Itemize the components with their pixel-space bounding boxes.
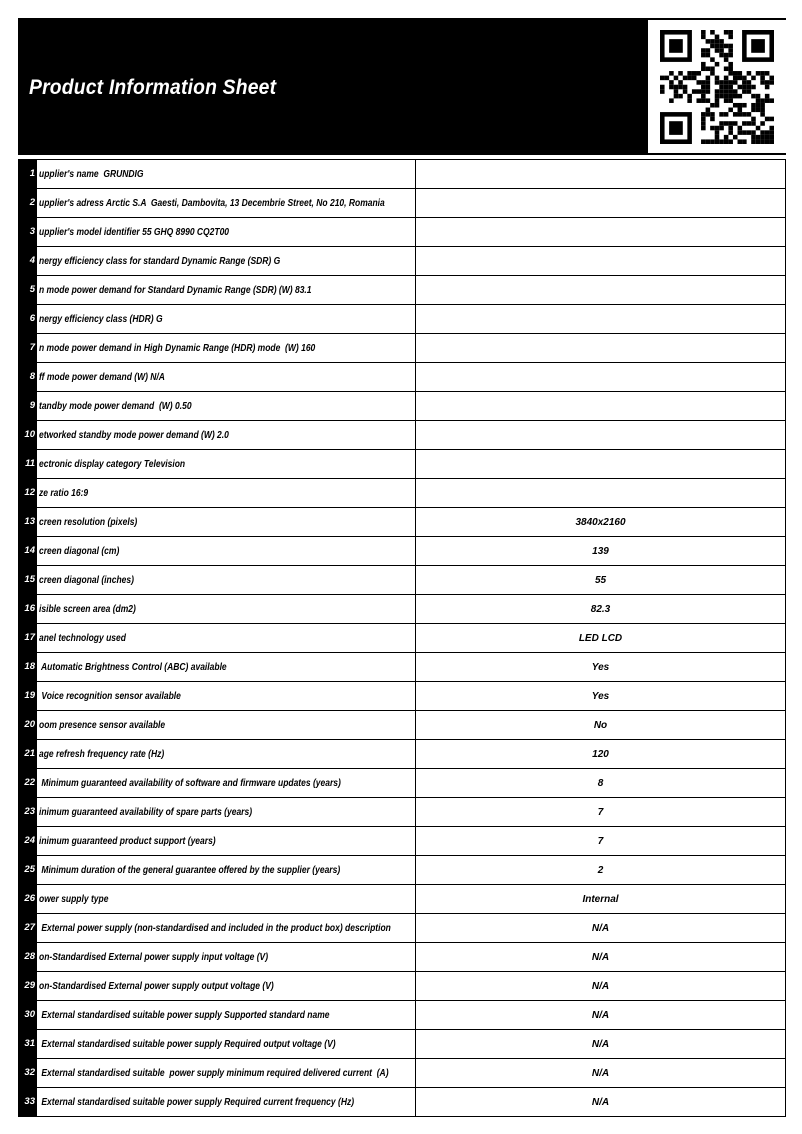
row-label-text: Voice recognition sensor available	[39, 690, 181, 702]
table-row	[18, 1000, 785, 1029]
row-number: 10	[18, 420, 37, 449]
row-number: 3	[18, 217, 37, 246]
row-label-text: age refresh frequency rate (Hz)	[39, 748, 165, 760]
product-info-sheet	[18, 18, 786, 1117]
row-number: 25	[18, 855, 37, 884]
row-value: N/A	[415, 942, 785, 971]
row-value: Yes	[415, 652, 785, 681]
table-row	[18, 362, 785, 391]
row-label-text: inimum guaranteed availability of spare parts (years)	[39, 806, 253, 818]
row-label	[37, 507, 415, 536]
row-number: 12	[18, 478, 37, 507]
row-number: 27	[18, 913, 37, 942]
row-number: 20	[18, 710, 37, 739]
row-label	[37, 478, 415, 507]
row-number: 29	[18, 971, 37, 1000]
row-label-text: n mode power demand for Standard Dynamic Range (SDR) (W) 83.1	[39, 284, 312, 296]
table-row	[18, 942, 785, 971]
row-label	[37, 971, 415, 1000]
row-label-text: ff mode power demand (W) N/A	[39, 371, 165, 383]
row-label	[37, 884, 415, 913]
row-number: 4	[18, 246, 37, 275]
row-value: 120	[415, 739, 785, 768]
row-value	[415, 159, 785, 188]
table-row	[18, 594, 785, 623]
row-label-text: upplier's name GRUNDIG	[39, 168, 144, 180]
row-number: 28	[18, 942, 37, 971]
row-number: 8	[18, 362, 37, 391]
table-row	[18, 826, 785, 855]
table-row	[18, 768, 785, 797]
row-number: 26	[18, 884, 37, 913]
table-row	[18, 739, 785, 768]
row-number: 16	[18, 594, 37, 623]
row-number: 1	[18, 159, 37, 188]
row-label	[37, 333, 415, 362]
row-number: 9	[18, 391, 37, 420]
table-row	[18, 188, 785, 217]
row-label	[37, 275, 415, 304]
row-value: No	[415, 710, 785, 739]
table-row	[18, 217, 785, 246]
row-label	[37, 826, 415, 855]
table-row	[18, 1058, 785, 1087]
row-label	[37, 768, 415, 797]
table-row	[18, 536, 785, 565]
row-label	[37, 739, 415, 768]
row-label	[37, 1058, 415, 1087]
row-value: N/A	[415, 1000, 785, 1029]
qr-code	[648, 20, 786, 153]
page-title: Product Information Sheet	[29, 76, 277, 99]
table-row	[18, 913, 785, 942]
row-label-text: Minimum duration of the general guarantee offered by the supplier (years)	[39, 864, 341, 876]
row-label	[37, 159, 415, 188]
table-row	[18, 159, 785, 188]
row-label-text: nergy efficiency class for standard Dynamic Range (SDR) G	[39, 255, 281, 267]
table-row	[18, 304, 785, 333]
row-label	[37, 420, 415, 449]
row-number: 18	[18, 652, 37, 681]
row-value	[415, 391, 785, 420]
row-value: 82.3	[415, 594, 785, 623]
row-label-text: External standardised suitable power supply minimum required delivered current (A)	[39, 1067, 389, 1079]
row-value: 7	[415, 797, 785, 826]
row-value	[415, 478, 785, 507]
table-row	[18, 333, 785, 362]
table-row	[18, 449, 785, 478]
row-label-text: creen diagonal (cm)	[39, 545, 120, 557]
row-label	[37, 565, 415, 594]
row-value: Internal	[415, 884, 785, 913]
row-label-text: inimum guaranteed product support (years)	[39, 835, 216, 847]
row-value: 139	[415, 536, 785, 565]
table-row	[18, 565, 785, 594]
row-value: N/A	[415, 1087, 785, 1116]
qr-code-icon	[660, 30, 774, 144]
row-label-text: External standardised suitable power supply Supported standard name	[39, 1009, 330, 1021]
table-row	[18, 275, 785, 304]
row-value	[415, 333, 785, 362]
row-value	[415, 449, 785, 478]
row-label-text: External standardised suitable power supply Required output voltage (V)	[39, 1038, 336, 1050]
row-label-text: ectronic display category Television	[39, 458, 186, 470]
table-row	[18, 391, 785, 420]
table-row	[18, 1029, 785, 1058]
row-label	[37, 855, 415, 884]
row-number: 6	[18, 304, 37, 333]
row-label-text: creen diagonal (inches)	[39, 574, 134, 586]
row-number: 22	[18, 768, 37, 797]
row-number: 21	[18, 739, 37, 768]
row-value: 2	[415, 855, 785, 884]
row-value	[415, 217, 785, 246]
row-label	[37, 623, 415, 652]
row-number: 14	[18, 536, 37, 565]
row-label	[37, 1000, 415, 1029]
row-value	[415, 246, 785, 275]
row-label	[37, 362, 415, 391]
table-row	[18, 507, 785, 536]
row-number: 17	[18, 623, 37, 652]
row-label	[37, 652, 415, 681]
row-label-text: Automatic Brightness Control (ABC) available	[39, 661, 227, 673]
row-value: N/A	[415, 913, 785, 942]
row-label-text: etworked standby mode power demand (W) 2.0	[39, 429, 229, 441]
row-label-text: ze ratio 16:9	[39, 487, 89, 499]
row-number: 13	[18, 507, 37, 536]
row-label	[37, 797, 415, 826]
row-value	[415, 362, 785, 391]
row-label-text: upplier's adress Arctic S.A Gaesti, Dambovita, 13 Decembrie Street, No 210, Romania	[39, 197, 385, 209]
row-label	[37, 217, 415, 246]
row-label	[37, 449, 415, 478]
row-number: 30	[18, 1000, 37, 1029]
row-label	[37, 304, 415, 333]
row-value: 8	[415, 768, 785, 797]
row-label	[37, 391, 415, 420]
row-value: N/A	[415, 1058, 785, 1087]
row-label-text: on-Standardised External power supply output voltage (V)	[39, 980, 274, 992]
table-row	[18, 420, 785, 449]
row-label	[37, 1087, 415, 1116]
row-number: 2	[18, 188, 37, 217]
row-value	[415, 188, 785, 217]
row-label-text: nergy efficiency class (HDR) G	[39, 313, 163, 325]
row-value: N/A	[415, 1029, 785, 1058]
row-label-text: upplier's model identifier 55 GHQ 8990 CQ2T00	[39, 226, 230, 238]
row-value	[415, 275, 785, 304]
row-number: 33	[18, 1087, 37, 1116]
table-row	[18, 246, 785, 275]
row-number: 15	[18, 565, 37, 594]
row-label-text: anel technology used	[39, 632, 126, 644]
info-table	[18, 159, 786, 1117]
row-number: 23	[18, 797, 37, 826]
row-label-text: tandby mode power demand (W) 0.50	[39, 400, 192, 412]
row-label-text: External power supply (non-standardised and included in the product box) description	[39, 922, 391, 934]
row-number: 7	[18, 333, 37, 362]
row-label-text: creen resolution (pixels)	[39, 516, 138, 528]
row-label-text: oom presence sensor available	[39, 719, 166, 731]
row-label	[37, 594, 415, 623]
info-table-body	[18, 159, 785, 1116]
row-label	[37, 913, 415, 942]
table-row	[18, 478, 785, 507]
row-number: 32	[18, 1058, 37, 1087]
table-row	[18, 681, 785, 710]
row-label-text: External standardised suitable power supply Required current frequency (Hz)	[39, 1096, 355, 1108]
row-value	[415, 420, 785, 449]
row-label-text: on-Standardised External power supply input voltage (V)	[39, 951, 269, 963]
table-row	[18, 884, 785, 913]
table-row	[18, 652, 785, 681]
row-value: N/A	[415, 971, 785, 1000]
table-row	[18, 1087, 785, 1116]
row-label	[37, 188, 415, 217]
row-label	[37, 246, 415, 275]
row-value: 55	[415, 565, 785, 594]
row-label-text: Minimum guaranteed availability of software and firmware updates (years)	[39, 777, 341, 789]
row-number: 31	[18, 1029, 37, 1058]
table-row	[18, 855, 785, 884]
row-label-text: n mode power demand in High Dynamic Range (HDR) mode (W) 160	[39, 342, 316, 354]
row-value	[415, 304, 785, 333]
row-label-text: ower supply type	[39, 893, 109, 905]
row-number: 19	[18, 681, 37, 710]
row-label	[37, 681, 415, 710]
row-value: 7	[415, 826, 785, 855]
row-value: LED LCD	[415, 623, 785, 652]
table-row	[18, 623, 785, 652]
row-value: 3840x2160	[415, 507, 785, 536]
table-row	[18, 971, 785, 1000]
row-label	[37, 1029, 415, 1058]
table-row	[18, 797, 785, 826]
row-value: Yes	[415, 681, 785, 710]
row-label	[37, 710, 415, 739]
row-label	[37, 942, 415, 971]
header-banner	[18, 18, 786, 155]
row-number: 24	[18, 826, 37, 855]
table-row	[18, 710, 785, 739]
row-label	[37, 536, 415, 565]
row-number: 5	[18, 275, 37, 304]
row-label-text: isible screen area (dm2)	[39, 603, 136, 615]
row-number: 11	[18, 449, 37, 478]
